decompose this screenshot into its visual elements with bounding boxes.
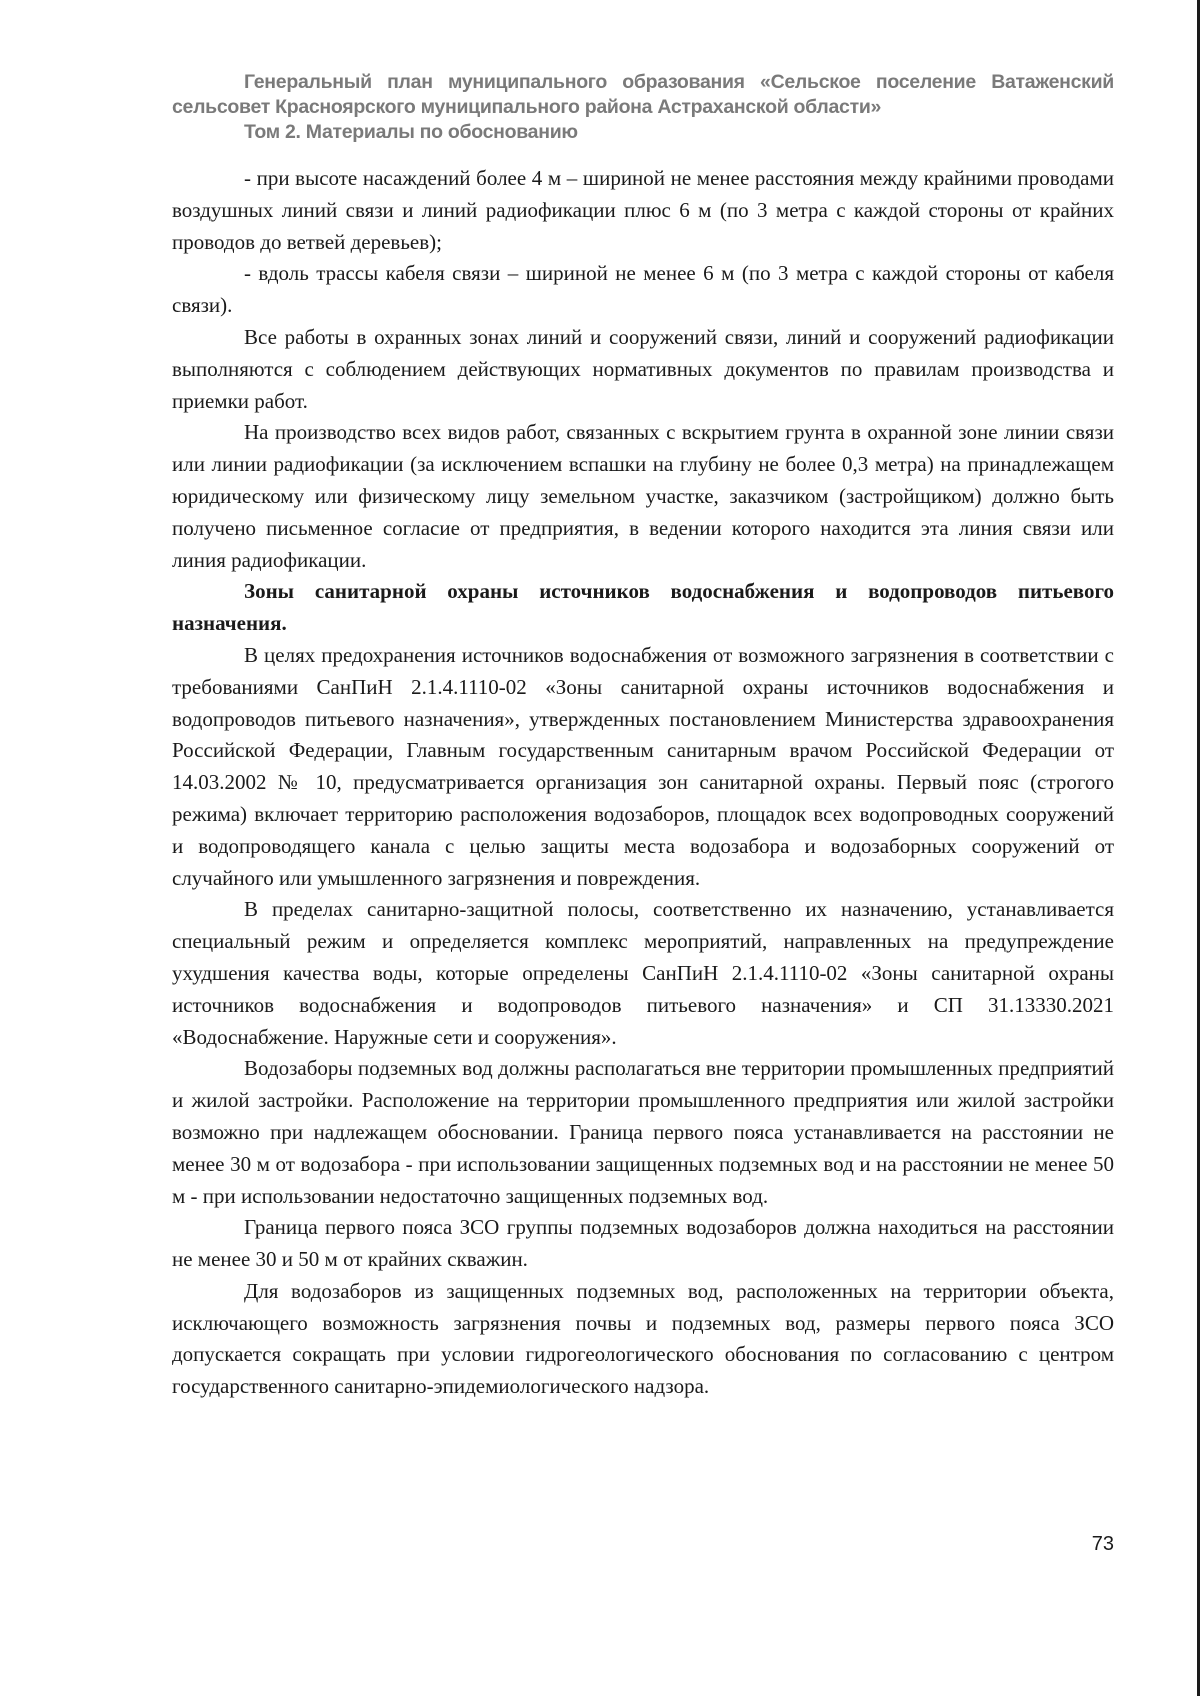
paragraph: В пределах санитарно-защитной полосы, соответственно их назначению, устанавливается специальный режим и определяется комплекс мероприятий, направленных на предупреждение ухудшения качества воды, которые определены СанПиН 2.1.4.1110-02 «Зоны санитарной охраны источников водоснабжения и водопроводов питьевого назначения» и СП 31.13330.2021 «Водоснабжение. Наружные сети и сооружения». <box>172 897 1114 1049</box>
document-header <box>172 70 1114 145</box>
paragraph: Для водозаборов из защищенных подземных вод, расположенных на территории объекта, исключающего возможность загрязнения почвы и подземных вод, размеры первого пояса ЗСО допускается сокращать при условии гидрогеологического обоснования по согласованию с центром государственного санитарно-эпидемиологического надзора. <box>172 1278 1114 1399</box>
page-number: 73 <box>1091 1533 1114 1555</box>
section-heading: Зоны санитарной охраны источников водоснабжения и водопроводов питьевого назначения. <box>172 579 1114 636</box>
document-body <box>172 163 1114 1403</box>
header-title-line-1: Генеральный план муниципального образования «Сельское поселение Ватаженский <box>244 71 1114 93</box>
paragraph: На производство всех видов работ, связанных с вскрытием грунта в охранной зоне линии связи или линии радиофикации (за исключением вспашки на глубину не более 0,3 метра) на принадлежащем юридическому или физическому лицу земельном участке, заказчиком (застройщиком) должно быть получено письменное согласие от предприятия, в ведении которого находится эта линия связи или линия радиофикации. <box>172 420 1114 572</box>
paragraph-dash-2: - вдоль трассы кабеля связи – шириной не менее 6 м (по 3 метра с каждой стороны от кабеля связи). <box>172 261 1114 318</box>
paragraph: В целях предохранения источников водоснабжения от возможного загрязнения в соответствии с требованиями СанПиН 2.1.4.1110-02 «Зоны санитарной охраны источников водоснабжения и водопроводов питьевого назначения», утвержденных постановлением Министерства здравоохранения Российской Федерации, Главным государственным санитарным врачом Российской Федерации от 14.03.2002 № 10, предусматривается организация зон санитарной охраны. Первый пояс (строгого режима) включает территорию расположения водозаборов, площадок всех водопроводных сооружений и водопроводящего канала с целью защиты места водозабора и водозаборных сооружений от случайного или умышленного загрязнения и повреждения. <box>172 642 1114 890</box>
paragraph: Все работы в охранных зонах линий и сооружений связи, линий и сооружений радиофикации выполняются с соблюдением действующих нормативных документов по правилам производства и приемки работ. <box>172 324 1114 413</box>
paragraph: Водозаборы подземных вод должны располагаться вне территории промышленных предприятий и жилой застройки. Расположение на территории промышленного предприятия или жилой застройки возможно при надлежащем обосновании. Граница первого пояса устанавливается на расстоянии не менее 30 м от водозабора - при использовании защищенных подземных вод и на расстоянии не менее 50 м - при использовании недостаточно защищенных подземных вод. <box>172 1056 1114 1208</box>
header-volume-title: Том 2. Материалы по обоснованию <box>244 121 578 143</box>
header-title-line-2: сельсовет Красноярского муниципального района Астраханской области» <box>172 96 882 118</box>
paragraph: Граница первого пояса ЗСО группы подземных водозаборов должна находиться на расстоянии не менее 30 и 50 м от крайних скважин. <box>172 1215 1114 1272</box>
paragraph-dash-1: - при высоте насаждений более 4 м – шириной не менее расстояния между крайними проводами воздушных линий связи и линий радиофикации плюс 6 м (по 3 метра с каждой стороны от крайних проводов до ветвей деревьев); <box>172 166 1114 254</box>
